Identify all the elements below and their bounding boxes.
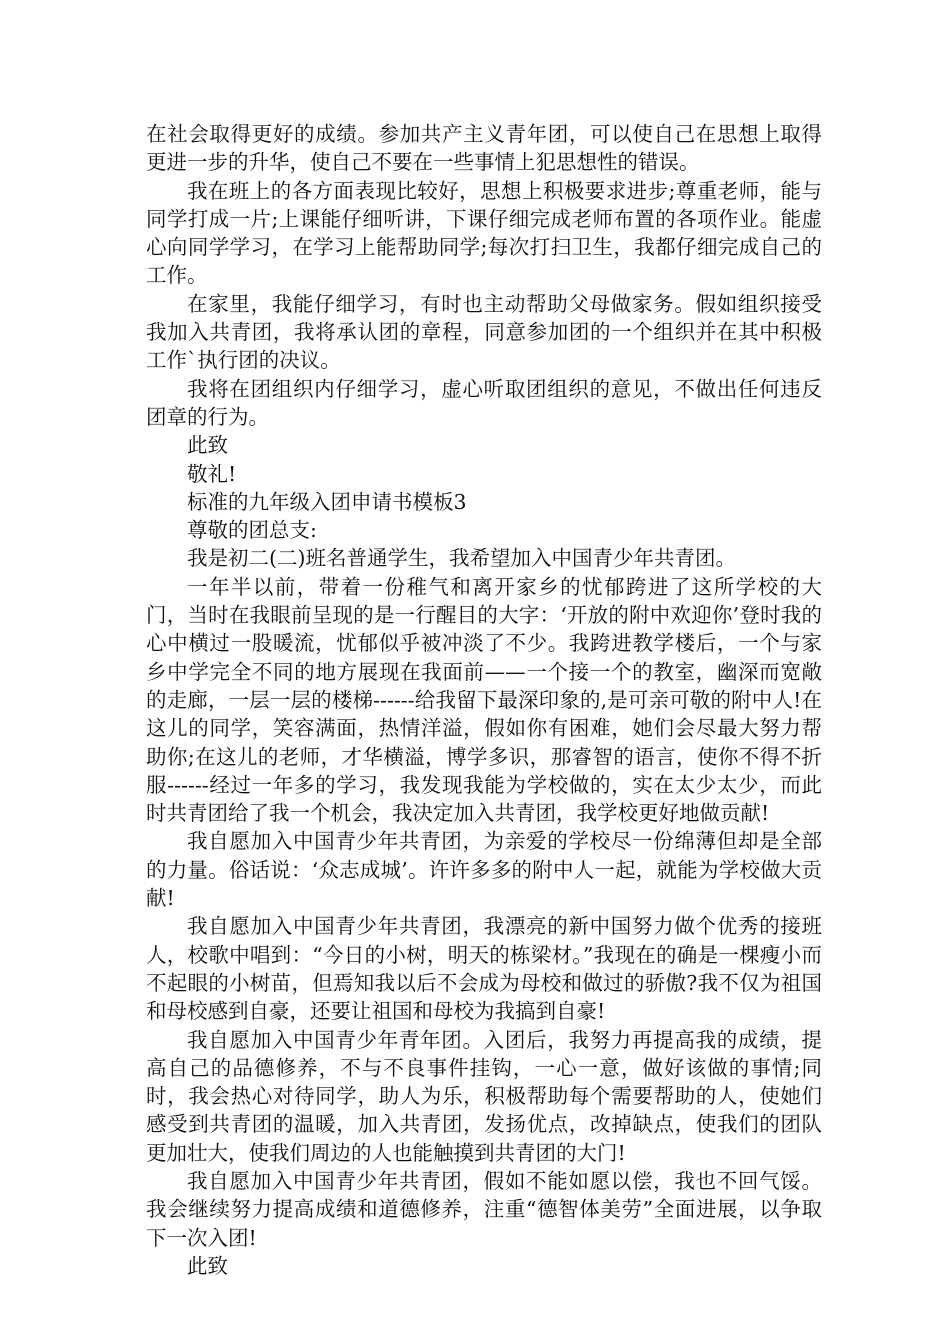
letter-greeting: 尊敬的团总支: [187, 518, 317, 543]
closing-regards: 敬礼! [187, 461, 237, 486]
paragraph-perseverance: 我自愿加入中国青少年共青团，假如不能如愿以偿，我也不回气馁。我会继续努力提高成绩和道德修养，注重“德智体美劳”全面进展，以争取下一次入团! [146, 1168, 822, 1250]
document-body [146, 120, 822, 1280]
paragraph-school-memories: 一年半以前，带着一份稚气和离开家乡的忧郁跨进了这所学校的大门，当时在我眼前呈现的是一行醒目的大字：‘开放的附中欢迎你’登时我的心中横过一股暖流，忧郁似乎被冲淡了不少。我跨进教学楼后，一个与家乡中学完全不同的地方展现在我面前——一个接一个的教室，幽深而宽敞的走廊，一层一层的楼梯------给我留下最深印象的,是可亲可敬的附中人!在这儿的同学，笑容满面，热情洋溢，假如你有困难，她们会尽最大努力帮助你;在这儿的老师，才华横溢，博学多识，那睿智的语言，使你不得不折服------经过一年多的学习，我发现我能为学校做的，实在太少太少，而此时共青团给了我一个机会，我决定加入共青团，我学校更好地做贡献! [146, 574, 822, 826]
paragraph-2: 我在班上的各方面表现比较好，思想上积极要求进步;尊重老师，能与同学打成一片;上课能仔细听讲，下课仔细完成老师布置的各项作业。能虚心向同学学习，在学习上能帮助同学;每次打扫卫生，我都仔细完成自己的工作。 [146, 178, 822, 288]
section-heading: 标准的九年级入团申请书模板3 [187, 489, 467, 514]
paragraph-contribution: 我自愿加入中国青少年共青团，为亲爱的学校尽一份绵薄但却是全部的力量。俗话说：‘众志成城’。许许多多的附中人一起，就能为学校做大贡献! [146, 829, 822, 911]
closing-salutation-2: 此致 [187, 1253, 228, 1278]
paragraph-successor: 我自愿加入中国青少年共青团，我漂亮的新中国努力做个优秀的接班人，校歌中唱到：“今日的小树，明天的栋梁材。”我现在的确是一棵瘦小而不起眼的小树苗，但焉知我以后不会成为母校和做过的骄傲?我不仅为祖国和母校感到自豪，还要让祖国和母校为我搞到自豪! [146, 914, 822, 1024]
closing-salutation: 此致 [187, 433, 228, 458]
letter-intro: 我是初二(二)班名普通学生，我希望加入中国青少年共青团。 [187, 546, 736, 571]
paragraph-commitment: 我自愿加入中国青少年青年团。入团后，我努力再提高我的成绩，提高自己的品德修养，不与不良事件挂钩，一心一意，做好该做的事情;同时，我会热心对待同学，助人为乐，积极帮助每个需要帮助的人，使她们感受到共青团的温暖，加入共青团，发扬优点，改掉缺点，使我们的团队更加壮大，使我们周边的人也能触摸到共青团的大门! [146, 1027, 822, 1165]
paragraph-4: 我将在团组织内仔细学习，虚心听取团组织的意见，不做出任何违反团章的行为。 [146, 376, 822, 429]
paragraph-3: 在家里，我能仔细学习，有时也主动帮助父母做家务。假如组织接受我加入共青团，我将承认团的章程，同意参加团的一个组织并在其中积极工作`执行团的决议。 [146, 291, 822, 373]
paragraph-1: 在社会取得更好的成绩。参加共产主义青年团，可以使自己在思想上取得更进一步的升华，使自己不要在一些事情上犯思想性的错误。 [146, 122, 822, 175]
